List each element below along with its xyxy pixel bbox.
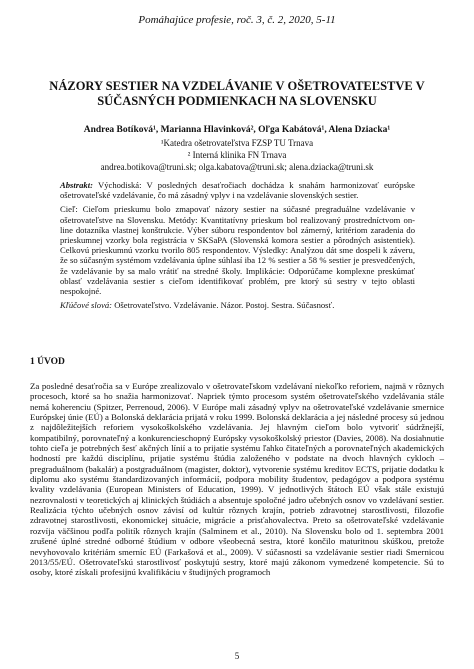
abstract (60, 180, 415, 310)
abstract-paragraph-1 (60, 180, 415, 200)
keywords-label: Kľúčové slová: (60, 300, 113, 311)
author-emails: andrea.botikova@truni.sk; olga.kabatova@truni.sk; alena.dziacka@truni.sk (100, 162, 374, 172)
authors: Andrea Botíková¹, Marianna Hlavinková², Oľga Kabátová¹, Alena Dziacka¹ (83, 125, 391, 135)
abstract-paragraph-2: Cieľ: Cieľom prieskumu bolo zmapovať názory sestier na súčasné pregraduálne vzdelávanie v ošetrovateľstve na Slovensku. Metódy: Kvantitatívny prieskum bol realizovaný prostredníctvom on-line dotazníka vlastnej konštrukcie. Výber súboru respondentov bol zámerný, kritériom zaradenia do prieskumnej vzorky bola registrácia v SKSaPA (Slovenská komora sestier a pôrodných asistentiek). Celkovú prieskumnú vzorku tvorilo 805 respondentov. Výsledky: Analýzou dát sme dospeli k záveru, že so súčasným systémom vzdelávania úplne súhlasí iba 12 % sestier a 58 % sestier je presvedčených, že vzdelávanie by sa malo vrátiť na stredné školy. Implikácie: Odporúčame komplexne preskúmať oblasť vzdelávania sestier s cieľom identifikovať problém, pre ktorý sú sestry v tejto oblasti nespokojné. (60, 204, 415, 297)
section-heading: 1 ÚVOD (30, 357, 65, 367)
article-title: NÁZORY SESTIER NA VZDELÁVANIE V OŠETROVATEĽSTVE V SÚČASNÝCH PODMIENKACH NA SLOVENSKU (49, 79, 425, 108)
page-number: 5 (234, 651, 240, 661)
abstract-text-1: Východiská: V posledných desaťročiach dochádza k snahám harmonizovať európske ošetrovateľské vzdelávanie, čo má zásadný vplyv i na vzdelávanie slovenských sestier. (60, 180, 415, 201)
abstract-label: Abstrakt: (60, 180, 93, 190)
affiliation-2: ² Interná klinika FN Trnava (187, 150, 287, 160)
keywords-text: Ošetrovateľstvo. Vzdelávanie. Názor. Postoj. Sestra. Súčasnosť. (114, 300, 335, 311)
keywords (60, 300, 415, 310)
body-text: Za posledné desaťročia sa v Európe zrealizovalo v ošetrovateľskom vzdelávaní niekoľko reforiem, najmä v rôznych procesoch, ktoré sa ho snažia harmonizovať. Napriek týmto procesom systém ošetrovateľského vzdelávania stále nemá koherenciu (Spitzer, Perrenoud, 2006). V Európe mali zásadný vplyv na ošetrovateľské vzdelávanie smernice Európskej únie (EÚ) a Bolonská deklarácia prijatá v roku 1999. Bolonská deklarácia a jej následné procesy sú jednou z najdôležitejších reforiem vysokoškolského vzdelávania. Jej hlavným cieľom bolo vytvoriť súdržnejší, kompatibilný, porovnateľný a konkurencieschopný Európsky vysokoškolský priestor (Davies, 2008). Na dosiahnutie tohto cieľa je potrebných šesť akčných línií a to prijatie systému ľahko čitateľných a porovnateľných akademických hodností pre každú disciplínu, prijatie systému štúdia založeného v podstate na dvoch hlavných cykloch – pregraduálnom (bakalár) a postgraduálnom (magister, doktor), vytvorenie systému kreditov ECTS, prijatie dodatku k diplomu ako systému štandardizovaných informácií, podpora mobility študentov, pedagógov a podpora systému kvality vzdelávania (European Ministers of Education, 1999). V jednotlivých štátoch EÚ však stále existujú nezrovnalosti v teoretických aj klinických štúdiách a absentuje spoločné jadro učebných osnov vo vzdelávaní sestier. Realizácia týchto učebných osnov závisí od kultúr rôznych krajín, potrieb zdravotnej starostlivosti, filozofie zdravotnej starostlivosti, ekonomickej situácie, migrácie a prisťahovalectva. Preto sa ošetrovateľské vzdelávanie rozvíja väčšinou podľa politík rôznych krajín (Salminem et al., 2010). Na Slovensku bolo od 1. septembra 2001 zrušené úplné stredné odborné štúdium v odbore všeobecná sestra, ktoré končilo maturitnou skúškou, pretože nevyhovovalo kritériám smerníc EÚ (Farkašová et al., 2009). V súčasnosti sa vzdelávanie sestier riadi Smernicou 2013/55/EÚ. Ošetrovateľskú starostlivosť poskytujú sestry, ktoré majú zákonom vymedzené kompetencie. Sú to osoby, ktoré získali profesijnú kvalifikáciu v študijných programoch (30, 381, 444, 578)
affiliation-1: ¹Katedra ošetrovateľstva FZSP TU Trnava (160, 138, 314, 148)
journal-header: Pomáhajúce profesie, roč. 3, č. 2, 2020, 5-11 (138, 14, 336, 26)
